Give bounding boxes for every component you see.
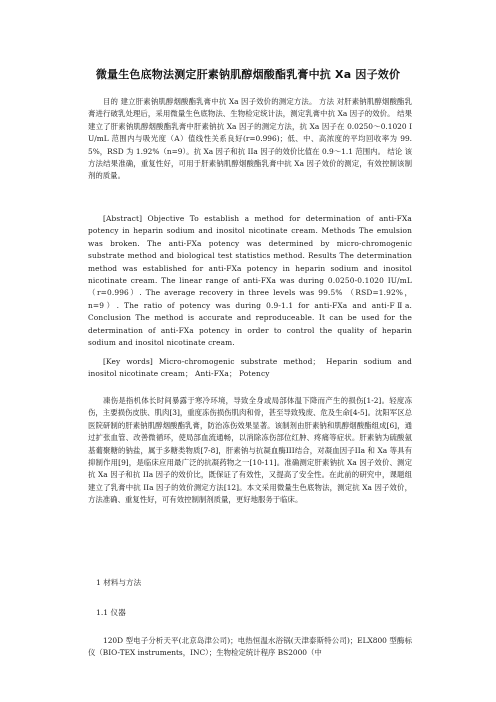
english-abstract-text: [Abstract] Objective To establish a method for determination of anti-FXa potency in heparin sodium and inositol nicotinate cream. Methods The emulsion was broken. The anti-FXa potency was determined by micro-chromogenic substrate method and biological test statistics method. Results The determination method was established for anti-FXa potency in heparin sodium and inositol nicotinate cream. The linear range of anti-FXa was during 0.0250-0.1020 IU/mL （r=0.996）. The average recovery in three levels was 99.5% （RSD=1.92%， n=9）. The ratio of potency was during 0.9-1.1 for anti-FXa and anti-FⅡa. Conclusion The method is accurate and reproduceable. It can be used for the determination of anti-FXa potency in order to control the quality of heparin sodium and inositol nicotinate cream. [88,214,412,348]
chinese-abstract-text: 目的 建立肝素钠肌醇烟酸酯乳膏中抗 Xa 因子效价的测定方法。 方法 对肝素钠肌醇烟酸酯乳膏进行破乳处理后，采用微量生色底物法、生物检定统计法，测定乳膏中抗 Xa 因子的效价。 结果 建立了肝素钠肌醇烟酸酯乳膏中肝素钠抗 Xa 因子的测定方法，抗 Xa 因子在 0.0250～0.1020 IU/mL 范围内与吸光度（A）值线性关系良好(r=0.996)；低、中、高浓度的平均回收率为 99.5%，RSD 为 1.92%（n=9）。抗 Xa 因子和抗 IIa 因子的效价比值在 0.9～1.1 范围内。 结论 该方法结果准确，重复性好，可用于肝素钠肌醇烟酸酯乳膏中抗 Xa 因子效价的测定，有效控制该制剂的质量。 [88,97,412,181]
english-keywords-text: [Key words] Micro-chromogenic substrate method； Heparin sodium and inositol nicotinate cream； Anti-FXa； Potency [88,357,412,379]
introduction-text: 凍伤是指机体长时间暴露于寒冷环境，导致全身或局部体温下降而产生的损伤[1-2]。轻度冻伤，主要损伤皮肤、肌肉[3]，重度冻伤损伤肌肉和骨，甚至导致残废、危及生命[4-5]。沈阳军区总医院研制的肝素钠肌醇烟酸酯乳膏，防治冻伤效果显著。该制剂由肝素钠和肌醇烟酸酯组成[6]，通过扩张血管、改善微循环，使局部血流通畅，以消除冻伤部位红肿、疼痛等症状。肝素钠为硫酸氨基葡聚糖的钠盐，属于多糖类物质[7-8]，肝素钠与抗凝血酶III结合，对凝血因子IIa 和 Xa 等具有抑制作用[9]，是临床应用最广泛的抗凝药物之一[10-11]。准确测定肝素钠抗 Xa 因子效价、测定抗 Xa 因子和抗 IIa 因子的效价比，既保证了有效性，又提高了安全性。在此前的研究中，课题组建立了乳膏中抗 IIa 因子的效价测定方法[12]。本文采用微量生色底物法，测定抗 Xa 因子效价，方法准确、重复性好，可有效控制制剂质量，更好地服务于临床。 [88,396,412,505]
instruments-paragraph [88,635,412,660]
section-heading-materials: 1 材料与方法 [96,578,142,587]
instruments-text: 120D 型电子分析天平(北京岛津公司)；电热恒温水浴锅(天津泰斯特公司)；ELX800 型酶标仪（BIO-TEX instruments，INC）；生物检定统计程序 BS2000（中 [88,636,412,658]
chinese-abstract [88,96,412,183]
subsection-heading-instruments: 1.1 仪器 [96,608,126,617]
english-abstract [88,213,412,349]
introduction [88,395,412,507]
english-keywords [88,356,412,381]
paper-title: 微量生色底物法测定肝素钠肌醇烟酸酯乳膏中抗 Xa 因子效价 [95,68,401,81]
